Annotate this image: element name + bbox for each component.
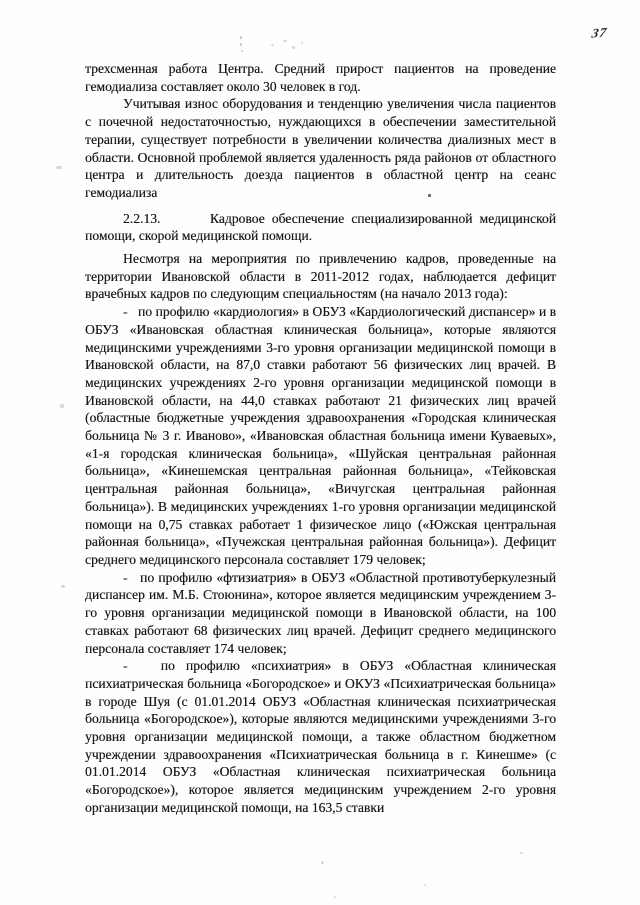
paragraph-hemodialysis-growth: трехсменная работа Центра. Средний прирост пациентов на проведение гемодиализа составляет около 30 человек в год. [85,61,556,94]
scan-artifact [321,861,324,864]
page-number: 37 [590,24,609,41]
scan-artifact [271,44,274,46]
scan-artifact [61,585,65,588]
scan-artifact [56,166,62,169]
scan-artifact [301,42,303,44]
scan-artifact [428,194,431,197]
scan-artifact [424,884,426,886]
paragraph-dialysis-capacity: Учитывая износ оборудования и тенденцию увеличения числа пациентов с почечной недостаточностью, нуждающихся в обеспечении заместительной терапии, существует потребности в увеличении количества диализных мест в области. Основной проблемой является удаленность ряда районов от областного центра и длительность доезда пациентов в областной центр на сеанс гемодиализа [85,96,556,200]
scan-artifact [292,46,295,49]
bullet-psychiatry-deficit: - по профилю «психиатрия» в ОБУЗ «Областная клиническая психиатрическая больница «Богородское» и ОКУЗ «Психиатрическая больница» в городе Шуя (с 01.01.2014 ОБУЗ «Областная клиническая психиатрическая больница «Богородское»), которые являются медицинскими учреждениями 3-го уровня организации медицинской помощи, а также областном бюджетном учреждении здравоохранения «Психиатрическая больница в г. Кинешме» (с 01.01.2014 ОБУЗ «Областная клиническая психиатрическая больница «Богородское»), которое является медицинским учреждением 2-го уровня организации медицинской помощи, на 163,5 ставки [85,658,556,815]
scan-artifact [241,50,243,52]
scan-artifact [283,40,287,42]
document-text-block [85,60,556,817]
scan-artifact [60,404,64,408]
section-heading-2-2-13: 2.2.13. Кадровое обеспечение специализированной медицинской помощи, скорой медицинской помощи. [85,210,556,244]
bullet-cardiology-deficit: - по профилю «кардиология» в ОБУЗ «Кардиологический диспансер» и в ОБУЗ «Ивановская областная клиническая больница», которые являются медицинскими учреждениями 3-го уровня организации медицинской помощи в Ивановской области, на 87,0 ставки работают 56 физических лиц врачей. В медицинских учреждениях 2-го уровня организации медицинской помощи в Ивановской области, на 44,0 ставках работают 21 физических лиц врачей (областные бюджетные учреждения здравоохранения «Городская клиническая больница № 3 г. Иваново», «Ивановская областная больница имени Куваевых», «1-я городская клиническая больница», «Шуйская центральная районная больница», «Кинешемская центральная районная больница», «Тейковская центральная районная больница», «Вичугская центральная районная больница»). В медицинских учреждениях 1-го уровня организации медицинской помощи на 0,75 ставках работает 1 физическое лицо («Южская центральная районная больница», «Пучежская центральная районная больница»). Дефицит среднего медицинского персонала составляет 179 человек; [85,304,556,567]
paragraph-staff-deficit-intro: Несмотря на мероприятия по привлечению кадров, проведенные на территории Ивановской области в 2011-2012 годах, наблюдается дефицит врачебных кадров по следующим специальностям (на начало 2013 года): [85,251,556,302]
scan-artifact [334,896,336,898]
scan-artifact [240,43,242,46]
bullet-phthisiology-deficit: - по профилю «фтизиатрия» в ОБУЗ «Областной противотуберкулезный диспансер им. М.Б. Стоюнина», которое является медицинским учреждением 3-го уровня организации медицинской помощи в Ивановской области, на 100 ставках работают 68 физических лиц врачей. Дефицит среднего медицинского персонала составляет 174 человек; [85,569,556,656]
scan-artifact [240,36,242,39]
scan-artifact [520,852,523,854]
